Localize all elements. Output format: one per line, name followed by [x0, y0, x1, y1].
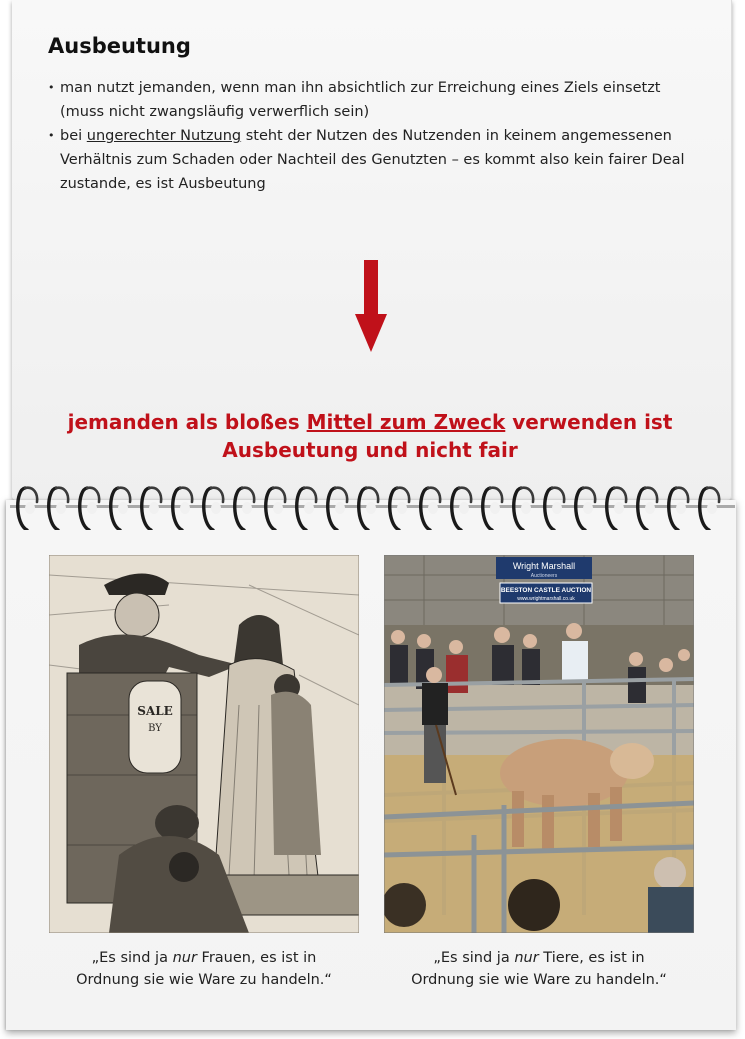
slave-auction-engraving [49, 555, 359, 933]
cattle-auction-photo [384, 555, 694, 933]
caption-right-line2: Ordnung sie wie Ware zu handeln.“ [411, 972, 667, 988]
sign-line-1: SALE [137, 704, 173, 718]
caption-left [39, 947, 369, 991]
bullet-list [48, 76, 708, 196]
sign-line-2: BY [148, 723, 162, 734]
caption-left-post: Frauen, es ist in [196, 950, 317, 966]
caption-right-emphasis: nur [514, 950, 539, 966]
underlined-term: ungerechter Nutzung [86, 128, 242, 144]
conclusion-part1: jemanden als bloßes [67, 410, 307, 434]
caption-left-pre: „Es sind ja [91, 950, 173, 966]
bullet-item [48, 124, 708, 196]
spiral-binding [0, 470, 745, 530]
caption-right [374, 947, 704, 991]
auction-sign-url: www.wrightmarshall.co.uk [517, 596, 575, 602]
auction-sign-title: BEESTON CASTLE AUCTION [500, 587, 592, 594]
conclusion-line2: Ausbeutung und nicht fair [222, 438, 518, 462]
caption-right-pre: „Es sind ja [433, 950, 515, 966]
conclusion-statement [40, 408, 700, 464]
bullet-item [48, 76, 708, 124]
conclusion-underlined: Mittel zum Zweck [306, 410, 506, 434]
caption-left-emphasis: nur [172, 950, 197, 966]
bullet-text: man nutzt jemanden, wenn man ihn absichtlich zur Erreichung eines Ziels einsetzt (muss nicht zwangsläufig verwerflich sein) [60, 80, 661, 120]
caption-right-post: Tiere, es ist in [538, 950, 645, 966]
banner-title: Wright Marshall [512, 561, 576, 571]
banner-subtitle: Auctioneers [530, 573, 558, 579]
bullet-text-prefix: bei [60, 128, 87, 144]
bullet-text-suffix: steht der Nutzen des Nutzenden in keinem angemessenen Verhältnis zum Schaden oder Nachteil des Genutzten – es kommt also kein fairer Deal zustande, es ist Ausbeutung [60, 128, 685, 192]
conclusion-part2: verwenden ist [505, 410, 673, 434]
down-arrow-icon [355, 260, 387, 352]
caption-left-line2: Ordnung sie wie Ware zu handeln.“ [76, 972, 332, 988]
page-heading: Ausbeutung [48, 34, 191, 58]
